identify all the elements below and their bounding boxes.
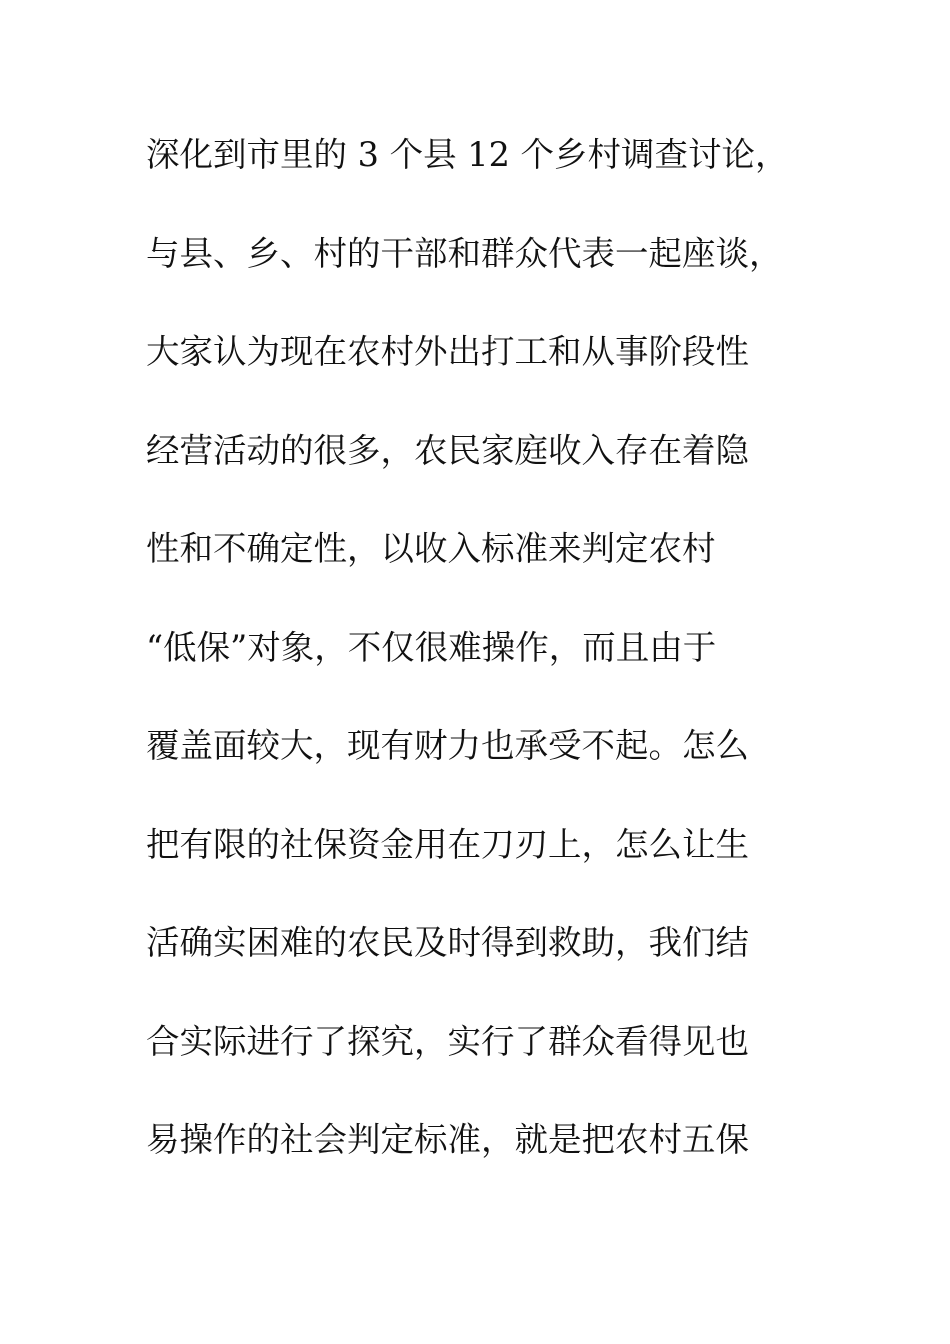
- text-line: 经营活动的很多，农民家庭收入存在着隐: [146, 430, 749, 470]
- text-line: 与县、乡、村的干部和群众代表一起座谈，: [146, 233, 783, 273]
- text-line: “低保”对象，不仅很难操作，而且由于: [146, 627, 717, 667]
- text-line: 性和不确定性，以收入标准来判定农村: [146, 529, 716, 568]
- text-line: 大家认为现在农村外出打工和从事阶段性: [146, 332, 749, 371]
- text-line: 把有限的社保资金用在刀刃上，怎么让生: [146, 824, 749, 864]
- text-line: 合实际进行了探究，实行了群众看得见也: [146, 1021, 749, 1061]
- text-line: 活确实困难的农民及时得到救助，我们结: [146, 923, 749, 962]
- text-line: 覆盖面较大，现有财力也承受不起。怎么: [146, 726, 749, 765]
- text-line: 深化到市里的 3 个县 12 个乡村调查讨论，: [146, 135, 789, 174]
- body-text: [146, 126, 806, 1210]
- text-line: 易操作的社会判定标准，就是把农村五保: [146, 1120, 749, 1159]
